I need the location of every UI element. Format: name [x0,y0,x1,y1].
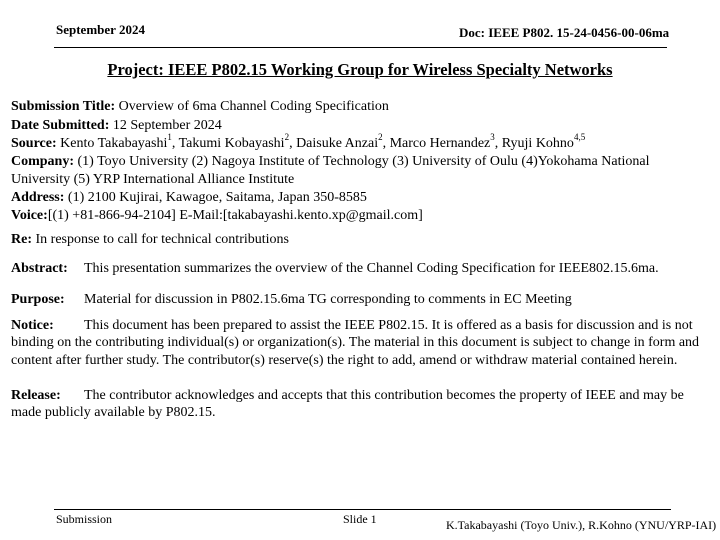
voice-value: [(1) +81-866-94-2104] E-Mail:[takabayashi.kento.xp@gmail.com] [47,208,423,223]
release-paragraph [11,387,711,422]
author-0: Kento Takabayashi$^1$, [60,132,179,151]
footer-authors: K.Takabayashi (Toyo Univ.), R.Kohno (YNU/YRP-IAI) [446,518,717,532]
project-title: Project: IEEE P802.15 Working Group for Wireless Specialty Networks [107,60,613,79]
abstract-label: Abstract: [11,261,68,276]
header-doc-number: Doc: IEEE P802. 15-24-0456-00-06ma [459,25,670,40]
abstract-value: This presentation summarizes the overview of the Channel Coding Specification for IEEE802.15.6ma. [84,261,659,276]
source-line [11,132,586,152]
submission-title-line [11,99,389,115]
notice-label: Notice: [11,318,54,333]
header-divider [54,47,667,48]
company-line-1 [11,154,649,170]
company-value-2: University (5) YRP International Alliance Institute [11,172,295,187]
purpose-label: Purpose: [11,292,65,307]
submission-title-value: Overview of 6ma Channel Coding Specification [118,99,389,114]
date-submitted-line [11,118,222,134]
purpose-value: Material for discussion in P802.15.6ma TG corresponding to comments in EC Meeting [84,292,572,307]
voice-label: Voice: [11,208,48,223]
release-value: The contributor acknowledges and accepts that this contribution becomes the property of IEEE and may be made publicly available by P802.15. [11,388,684,421]
company-label: Company: [11,154,75,169]
date-submitted-label: Date Submitted: [11,118,110,133]
address-value: (1) 2100 Kujirai, Kawagoe, Saitama, Japan 350-8585 [67,190,367,205]
author-2: Daisuke Anzai$^2$, [296,132,390,151]
notice-value: This document has been prepared to assist the IEEE P802.15. It is offered as a basis for discussion and is not binding on the contributing individual(s) or organization(s). The material in this document is subject to change in form and content after further study. The contributor(s) reserve(s) the right to add, amend or withdraw material contained herein. [11,318,700,368]
header-date: September 2024 [56,22,145,37]
voice-line [11,208,423,224]
address-line [11,190,367,206]
notice-paragraph [11,317,711,369]
company-value-1: (1) Toyo University (2) Nagoya Institute of Technology (3) University of Oulu (4)Yokohama National [77,154,650,169]
re-value: In response to call for technical contributions [35,232,289,247]
re-line [11,232,289,248]
author-4: Ryuji Kohno$^{4,5}$ [501,132,586,151]
date-submitted-value: 12 September 2024 [112,118,222,133]
address-label: Address: [11,190,65,205]
footer-slide-number: Slide 1 [343,512,377,526]
footer-submission: Submission [56,512,113,526]
re-label: Re: [11,232,32,247]
author-3: Marco Hernandez$^3$, [389,132,502,151]
release-label: Release: [11,388,61,403]
author-1: Takumi Kobayashi$^2$, [178,132,297,151]
source-label: Source: [11,136,57,151]
submission-title-label: Submission Title: [11,99,116,114]
footer-divider [54,509,671,510]
